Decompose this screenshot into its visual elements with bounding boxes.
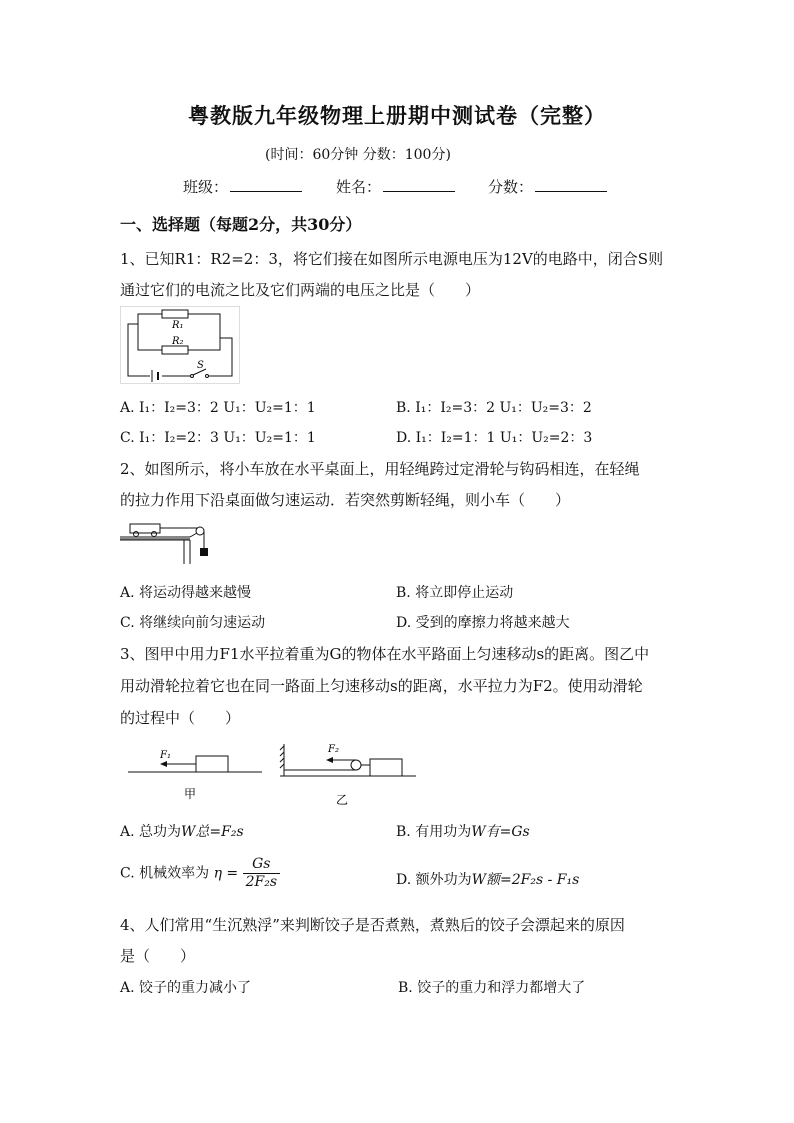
efficiency-fraction bbox=[243, 856, 280, 891]
f2-label: F₂ bbox=[328, 744, 339, 755]
q3-option-a-text: A. 总功为 bbox=[120, 824, 182, 840]
q2-cart-pulley-diagram bbox=[120, 518, 220, 566]
q3-option-c-eta: η = bbox=[213, 865, 239, 882]
exam-time-score: (时间：60分钟 分数：100分) bbox=[265, 147, 451, 163]
r2-label: R₂ bbox=[172, 336, 184, 347]
q4-line2: 是（ ） bbox=[120, 947, 196, 965]
q3-option-b-formula: W有=Gs bbox=[471, 824, 530, 840]
q1-line2: 通过它们的电流之比及它们两端的电压之比是（ ） bbox=[120, 281, 481, 299]
q3-option-d-formula: W额=2F₂s - F₁s bbox=[471, 872, 580, 888]
q2-line2: 的拉力作用下沿桌面做匀速运动．若突然剪断轻绳，则小车（ ） bbox=[120, 491, 571, 509]
class-field bbox=[183, 176, 302, 197]
q1-line1: 1、已知R1：R2=2：3，将它们接在如图所示电源电压为12V的电路中，闭合S则 bbox=[120, 250, 664, 268]
name-label: 姓名： bbox=[336, 178, 382, 196]
q3-option-d[interactable] bbox=[396, 869, 579, 889]
fraction-denominator: 2F₂s bbox=[245, 874, 278, 890]
q3-option-b[interactable] bbox=[396, 821, 530, 841]
score-field bbox=[488, 176, 607, 197]
q4-option-b[interactable]: B. 饺子的重力和浮力都增大了 bbox=[398, 980, 586, 996]
q3-line1: 3、图甲中用力F1水平拉着重为G的物体在水平路面上匀速移动s的距离。图乙中 bbox=[120, 645, 650, 663]
q4-option-a[interactable]: A. 饺子的重力减小了 bbox=[120, 980, 252, 996]
score-label: 分数： bbox=[488, 178, 534, 196]
switch-label: S bbox=[197, 360, 204, 371]
class-blank[interactable] bbox=[230, 177, 302, 192]
score-blank[interactable] bbox=[535, 177, 607, 192]
section-heading: 一、选择题（每题2分，共30分） bbox=[120, 215, 362, 234]
q3-line2: 用动滑轮拉着它也在同一路面上匀速移动s的距离，水平拉力为F2。使用动滑轮 bbox=[120, 677, 643, 695]
q3-line3: 的过程中（ ） bbox=[120, 709, 241, 727]
q3-option-a-formula: W总=F₂s bbox=[181, 824, 244, 840]
page-title: 粤教版九年级物理上册期中测试卷（完整） bbox=[188, 103, 606, 128]
f1-label: F₁ bbox=[160, 750, 171, 761]
q1-option-d[interactable]: D. I₁：I₂=1：1 U₁：U₂=2：3 bbox=[396, 430, 593, 446]
name-blank[interactable] bbox=[383, 177, 455, 192]
q3-option-d-text: D. 额外功为 bbox=[396, 872, 472, 888]
q1-option-c[interactable]: C. I₁：I₂=2：3 U₁：U₂=1：1 bbox=[120, 430, 316, 446]
r1-label: R₁ bbox=[172, 320, 184, 331]
jia-label: 甲 bbox=[184, 787, 197, 801]
yi-label: 乙 bbox=[336, 793, 349, 807]
q3-option-b-text: B. 有用功为 bbox=[396, 824, 472, 840]
q2-line1: 2、如图所示，将小车放在水平桌面上，用轻绳跨过定滑轮与钩码相连，在轻绳 bbox=[120, 460, 640, 478]
fraction-numerator: Gs bbox=[243, 856, 280, 874]
q3-figure-yi bbox=[278, 740, 418, 808]
q2-option-b[interactable]: B. 将立即停止运动 bbox=[396, 585, 514, 601]
q3-figure-jia bbox=[126, 742, 266, 804]
q1-option-b[interactable]: B. I₁：I₂=3：2 U₁：U₂=3：2 bbox=[396, 400, 592, 416]
name-field bbox=[336, 176, 455, 197]
q2-option-d[interactable]: D. 受到的摩擦力将越来越大 bbox=[396, 615, 570, 631]
class-label: 班级： bbox=[183, 178, 229, 196]
q1-option-a[interactable]: A. I₁：I₂=3：2 U₁：U₂=1：1 bbox=[120, 400, 316, 416]
q2-option-c[interactable]: C. 将继续向前匀速运动 bbox=[120, 615, 266, 631]
q4-line1: 4、人们常用“生沉熟浮”来判断饺子是否煮熟，煮熟后的饺子会漂起来的原因 bbox=[120, 916, 625, 934]
q2-option-a[interactable]: A. 将运动得越来越慢 bbox=[120, 585, 252, 601]
q1-circuit-diagram bbox=[120, 306, 240, 384]
q3-option-c[interactable] bbox=[120, 856, 280, 891]
q3-option-c-text: C. 机械效率为 bbox=[120, 865, 210, 882]
q3-option-a[interactable] bbox=[120, 821, 244, 841]
